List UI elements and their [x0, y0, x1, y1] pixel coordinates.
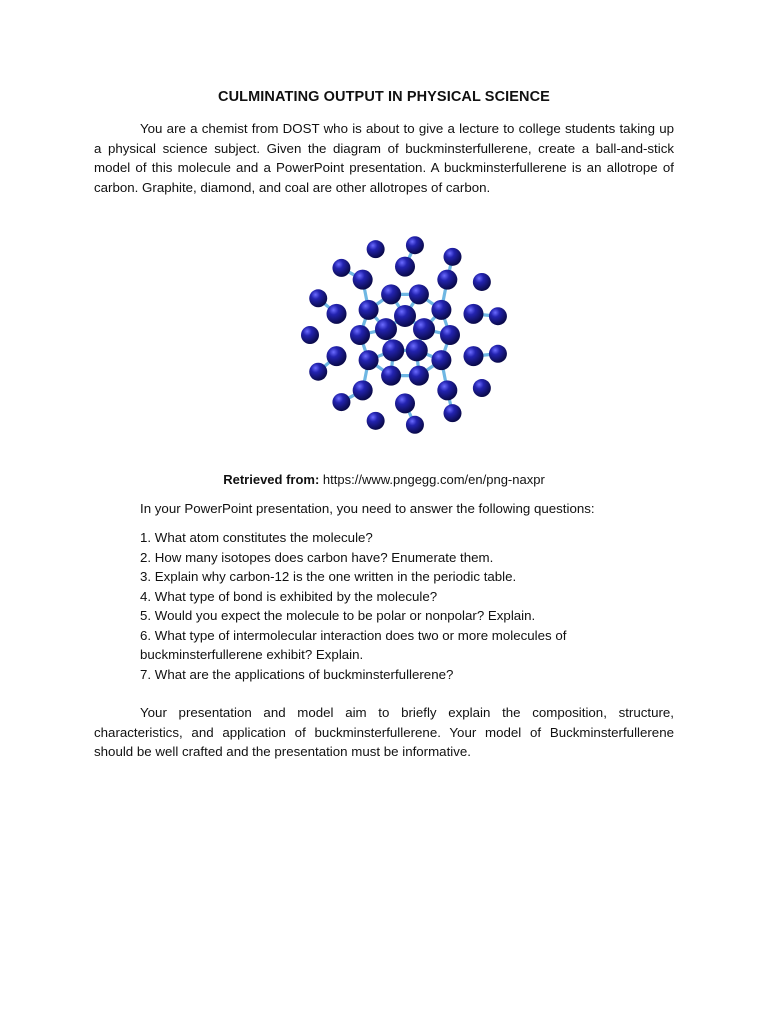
question-item: 7. What are the applications of buckminsterfullerene?	[140, 666, 454, 682]
carbon-atom	[406, 236, 424, 254]
source-label: Retrieved from:	[223, 472, 320, 487]
carbon-atom	[327, 346, 347, 366]
carbon-atom	[413, 318, 435, 340]
carbon-atom	[382, 339, 404, 361]
intro-paragraph: You are a chemist from DOST who is about to give a lecture to college students taking up a physical science subject. Given the diagram of buckminsterfullerene, create a ball-and-stick model of this molecule and a PowerPoint presentation. A buckminsterfullerene is an allotrope of carbon. Graphite, diamond, and coal are other allotropes of carbon.	[94, 121, 674, 195]
carbon-atom	[444, 248, 462, 266]
carbon-atom	[332, 259, 350, 277]
carbon-atom	[367, 240, 385, 258]
carbon-atom	[463, 304, 483, 324]
question-item: 5. Would you expect the molecule to be polar or nonpolar? Explain.	[140, 608, 536, 623]
carbon-atom	[409, 284, 429, 304]
carbon-atom	[431, 300, 451, 320]
carbon-atom	[406, 339, 428, 361]
carbon-atom	[359, 300, 379, 320]
carbon-atom	[353, 270, 373, 290]
document-title: CULMINATING OUTPUT IN PHYSICAL SCIENCE	[218, 89, 550, 105]
closing-paragraph: Your presentation and model aim to briefly explain the composition, structure, characteristics, and application of buckminsterfullerene. Your model of Buckminsterfullerene should be well crafted and the presentation must be informative.	[94, 705, 674, 759]
carbon-atom	[309, 289, 327, 307]
buckminsterfullerene-image	[282, 224, 528, 446]
question-item: 3. Explain why carbon-12 is the one written in the periodic table.	[140, 569, 517, 584]
carbon-atom	[381, 366, 401, 386]
carbon-atom	[367, 412, 385, 430]
question-item: 1. What atom constitutes the molecule?	[140, 530, 373, 545]
carbon-atom	[394, 305, 416, 327]
image-source	[0, 472, 768, 487]
questions-lead: In your PowerPoint presentation, you need to answer the following questions:	[140, 501, 595, 516]
source-url[interactable]: https://www.pngegg.com/en/png-naxpr	[322, 472, 545, 487]
question-item: 4. What type of bond is exhibited by the molecule?	[140, 588, 438, 604]
carbon-atom	[359, 350, 379, 370]
carbon-atom	[353, 380, 373, 400]
question-item: 2. How many isotopes does carbon have? Enumerate them.	[140, 549, 494, 565]
carbon-atom	[375, 318, 397, 340]
carbon-atom	[437, 380, 457, 400]
carbon-atom	[444, 404, 462, 422]
carbon-atom	[473, 273, 491, 291]
carbon-atom	[409, 366, 429, 386]
carbon-atom	[309, 363, 327, 381]
carbon-atom	[489, 345, 507, 363]
carbon-atom	[463, 346, 483, 366]
carbon-atom	[395, 257, 415, 277]
carbon-atom	[350, 325, 370, 345]
question-item: 6. What type of intermolecular interaction does two or more molecules of buckminsterfullerene exhibit? Explain.	[140, 627, 567, 662]
carbon-atom	[473, 379, 491, 397]
carbon-atom	[395, 393, 415, 413]
carbon-atom	[440, 325, 460, 345]
carbon-atom	[431, 350, 451, 370]
carbon-atom	[381, 284, 401, 304]
carbon-atom	[327, 304, 347, 324]
carbon-atom	[406, 416, 424, 434]
carbon-atom	[301, 326, 319, 344]
questions-list	[140, 528, 660, 684]
carbon-atom	[332, 393, 350, 411]
carbon-atom	[489, 307, 507, 325]
carbon-atom	[437, 270, 457, 290]
